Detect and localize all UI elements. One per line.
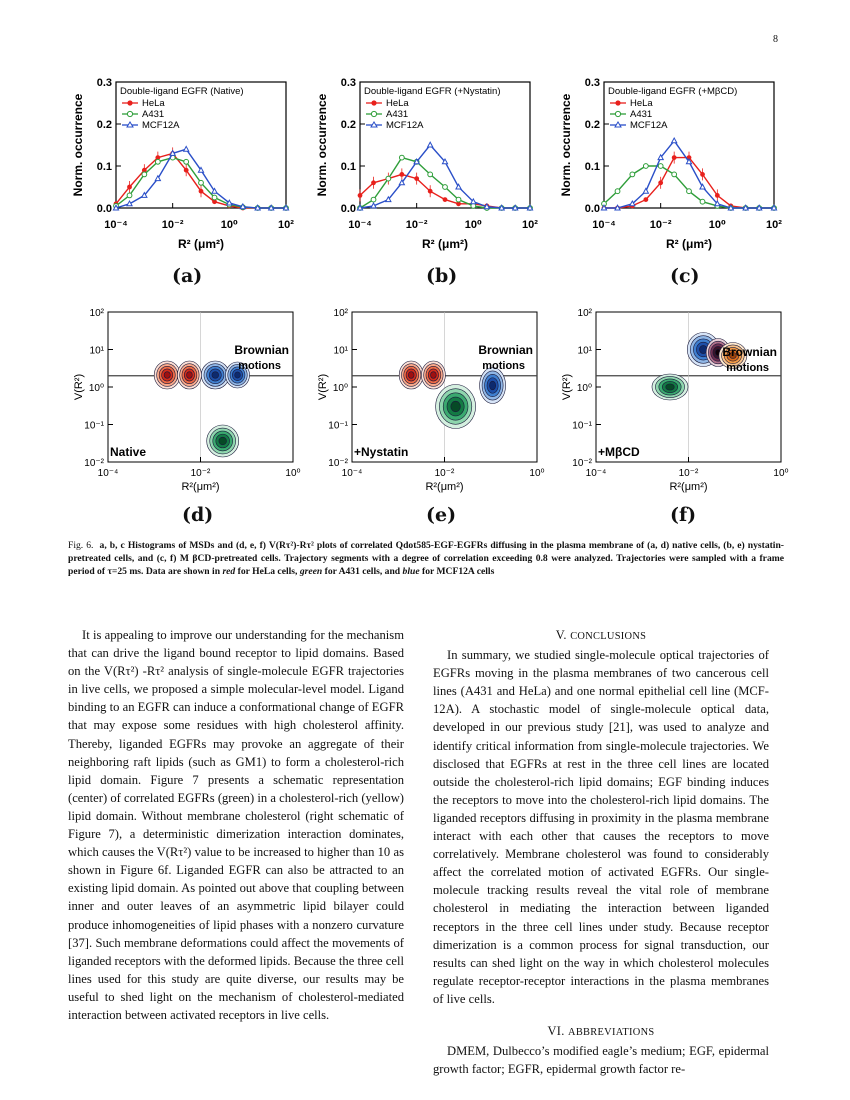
caption-end: for MCF12A cells <box>422 566 495 577</box>
contour-level <box>451 401 461 412</box>
data-point <box>371 180 376 185</box>
y-tick-label: 10¹ <box>333 345 348 357</box>
contour-level <box>666 384 675 390</box>
y-tick-label: 0.2 <box>96 119 112 131</box>
y-tick-label: 10¹ <box>577 345 592 357</box>
data-point <box>371 197 376 202</box>
x-axis-label: R² (μm²) <box>422 237 468 251</box>
legend-entry: HeLa <box>386 98 409 109</box>
legend-marker <box>615 100 620 105</box>
y-tick-label: 10⁻² <box>84 458 104 469</box>
brownian-label: Brownian <box>722 345 777 359</box>
x-tick-label: 10⁰ <box>529 468 545 479</box>
data-point <box>184 168 189 173</box>
y-tick-label: 0.1 <box>340 161 356 173</box>
data-point <box>428 172 433 177</box>
data-point <box>672 172 677 177</box>
data-point <box>199 180 204 185</box>
legend-marker <box>615 111 620 116</box>
legend-marker <box>127 100 132 105</box>
data-point <box>700 172 705 177</box>
y-axis-label: Norm. occurrence <box>71 93 85 197</box>
abbreviations-paragraph: DMEM, Dulbecco’s modified eagle’s medium; EGF, epidermal growth factor; EGFR, epidermal growth factor re- <box>433 1044 769 1077</box>
histogram-title: Double-ligand EGFR (+MβCD) <box>608 86 738 97</box>
right-column <box>433 626 769 1078</box>
y-tick-label: 0.3 <box>340 77 356 89</box>
contour-level <box>187 372 193 379</box>
brownian-label: Brownian <box>234 343 289 357</box>
data-point <box>399 155 404 160</box>
contour-level <box>212 372 219 379</box>
condition-tag: +MβCD <box>598 445 640 459</box>
y-tick-label: 10⁰ <box>576 383 592 394</box>
data-point <box>643 188 648 193</box>
x-tick-label: 10⁻⁴ <box>97 468 119 479</box>
histogram-native <box>68 72 308 260</box>
y-tick-label: 10⁻² <box>328 458 348 469</box>
left-column <box>68 626 404 1024</box>
data-point <box>658 164 663 169</box>
caption-body: a, b, c Histograms of MSDs and (d, e, f) V(Rτ²)-Rτ² plots of correlated Qdot585-EGF-EGFRs diffusing in the plasma membrane of (a, d) native cells, (b, e) nystatin-pretreated cells, and (c, f) M βCD-pretreated cells. Trajectory segments with a degree of correlation exceeding 0.8 were analyzed. Trajectories were sampled with a frame period of τ=25 ms. Data are shown in <box>68 540 785 577</box>
legend-entry: MCF12A <box>630 120 668 131</box>
data-point <box>127 193 132 198</box>
condition-tag: Native <box>110 445 147 459</box>
caption-mid-2: for A431 cells, and <box>324 566 401 577</box>
legend-entry: MCF12A <box>142 120 180 131</box>
x-tick-label: 10⁻² <box>434 468 455 479</box>
data-point <box>371 203 376 208</box>
data-point <box>715 193 720 198</box>
panel-label-d: (d) <box>182 504 214 526</box>
brownian-label: motions <box>238 360 281 372</box>
x-axis-label: R²(μm²) <box>425 481 464 493</box>
contour-level <box>489 381 495 390</box>
y-axis-label: V(R²) <box>73 373 85 401</box>
conclusions-paragraph: In summary, we studied single-molecule optical trajectories of EGFRs moving in the plasma membranes of two cancerous cell lines (A431 and HeLa) and one normal epithelial cell line (MCF-12A). A stochastic model of single-molecule optical data, developed in our previous study [21], was used to analyze and identify critical information from single-molecule trajectories. We disclosed that EGFRs at rest in the three cell lines are located outside the cholesterol-rich lipid domains; EGF binding induces the receptors to move into the cholesterol-rich lipid domains. The liganded receptors diffusing in proximity in the plasma membrane interact with each other that causes the receptors to move correlatively. Membrane cholesterol was found to considerably affect the correlated motion of activated EGFRs. Our single-molecule tracking results reveal the vital role of membrane cholesterol in mediating the interaction between liganded receptors in the three cell lines under study. Because receptor dimerization is a common process for signal transduction, our results can shed light on the way in which cholesterol molecules regulate receptor-receptor interactions in the plasma membranes of live cells. <box>433 648 769 1006</box>
data-point <box>199 189 204 194</box>
x-tick-label: 10⁻⁴ <box>592 219 616 231</box>
brownian-label: motions <box>482 360 525 372</box>
data-point <box>672 155 677 160</box>
y-axis-label: Norm. occurrence <box>559 93 573 197</box>
panel-label-b: (b) <box>426 265 458 287</box>
y-tick-label: 0.0 <box>584 203 600 215</box>
legend-marker <box>371 111 376 116</box>
section-heading-conclusions: V. CONCLUSIONS <box>555 628 647 642</box>
y-tick-label: 0.3 <box>584 77 600 89</box>
data-point <box>184 146 189 151</box>
y-tick-label: 10⁰ <box>88 383 104 394</box>
x-tick-label: 10⁻² <box>405 219 428 231</box>
data-point <box>142 172 147 177</box>
legend-entry: A431 <box>142 109 165 120</box>
y-tick-label: 0.2 <box>584 119 600 131</box>
data-point <box>687 189 692 194</box>
series-line-HeLa <box>604 158 774 208</box>
y-axis-label: Norm. occurrence <box>315 93 329 197</box>
x-tick-label: 10⁻⁴ <box>341 468 363 479</box>
x-tick-label: 10⁻⁴ <box>348 219 372 231</box>
y-tick-label: 10⁻² <box>572 458 592 469</box>
panel-label-f: (f) <box>670 504 697 526</box>
x-tick-label: 10⁰ <box>773 468 789 479</box>
y-tick-label: 10⁻¹ <box>328 420 348 432</box>
data-point <box>643 197 648 202</box>
legend-entry: A431 <box>630 109 653 120</box>
x-tick-label: 10⁻² <box>190 468 211 479</box>
x-tick-label: 10⁻² <box>649 219 672 231</box>
caption-green: green <box>299 566 323 577</box>
caption-blue: blue <box>402 566 420 577</box>
y-axis-label: V(R²) <box>561 373 573 401</box>
y-tick-label: 0.0 <box>340 203 356 215</box>
data-point <box>399 172 404 177</box>
legend-entry: HeLa <box>142 98 165 109</box>
data-point <box>456 197 461 202</box>
y-tick-label: 0.3 <box>96 77 112 89</box>
contour-nystatin <box>312 302 552 494</box>
x-tick-label: 10² <box>766 219 782 231</box>
data-point <box>155 159 160 164</box>
data-point <box>672 138 677 143</box>
y-tick-label: 0.1 <box>584 161 600 173</box>
data-point <box>358 193 363 198</box>
data-point <box>443 197 448 202</box>
page-number: 8 <box>773 34 778 45</box>
x-tick-label: 10⁰ <box>708 219 726 231</box>
contour-native <box>68 302 308 494</box>
legend-entry: HeLa <box>630 98 653 109</box>
legend-entry: A431 <box>386 109 409 120</box>
series-line-A431 <box>604 166 774 208</box>
data-point <box>428 189 433 194</box>
y-tick-label: 10¹ <box>89 345 104 357</box>
y-tick-label: 10⁰ <box>332 383 348 394</box>
y-tick-label: 0.1 <box>96 161 112 173</box>
y-tick-label: 10⁻¹ <box>572 420 592 432</box>
y-tick-label: 10² <box>333 308 348 319</box>
x-tick-label: 10⁻⁴ <box>104 219 128 231</box>
x-tick-label: 10⁻² <box>678 468 699 479</box>
histogram-title: Double-ligand EGFR (Native) <box>120 86 244 97</box>
x-tick-label: 10⁻² <box>161 219 184 231</box>
contour-level <box>431 372 437 379</box>
x-tick-label: 10⁰ <box>285 468 301 479</box>
histogram-nystatin <box>312 72 552 260</box>
y-tick-label: 0.0 <box>96 203 112 215</box>
condition-tag: +Nystatin <box>354 445 409 459</box>
panel-label-c: (c) <box>670 265 700 287</box>
contour-level <box>219 437 227 445</box>
x-axis-label: R²(μm²) <box>181 481 220 493</box>
contour-level <box>235 372 241 378</box>
data-point <box>414 176 419 181</box>
left-paragraph: It is appealing to improve our understanding for the mechanism that can drive the ligand bound receptor to lipid domains. Based on the V(Rτ²) -Rτ² analysis of single-molecule EGFR trajectories in live cells, we proposed a simple molecular-level model. Ligand binding to an EGFR can induce a conformational change of EGFR that may expose some residues with high cholesterol affinity. Thereby, liganded EGFRs may provoke an aggregate of their neighboring raft lipids (such as GM1) to form a cholesterol-rich lipid domain. Figure 7 presents a schematic representation (center) of correlated EGFRs (green) in a cholesterol-rich (yellow) lipid domain. Without membrane cholesterol (right schematic of Figure 7), a deterministic dimerization interaction dominates, which causes the V(Rτ²) value to be increased to higher than 10 as shown in Figure 6f. Liganded EGFR can also be attracted to an existing lipid domain. As pointed out above that coupling between inner and outer leaves of an asymmetric lipid bilayer could produce inhomogeneities of lipid phases with a nonzero curvature [37]. Such membrane deformations could affect the movements of liganded receptors with the deformed lipids. Because the three cell lines used for this study are quite diverse, our results may be useful to shed light on the mechanism of cholesterol-mediated interaction between activated receptors in live cells. <box>68 628 404 1022</box>
data-point <box>643 164 648 169</box>
histogram-title: Double-ligand EGFR (+Nystatin) <box>364 86 501 97</box>
data-point <box>630 172 635 177</box>
x-tick-label: 10⁰ <box>220 219 238 231</box>
figure-caption <box>68 539 784 578</box>
y-tick-label: 10² <box>89 308 104 319</box>
legend-entry: MCF12A <box>386 120 424 131</box>
brownian-label: motions <box>726 362 769 374</box>
data-point <box>615 205 620 210</box>
panel-label-a: (a) <box>172 265 203 287</box>
x-tick-label: 10² <box>278 219 294 231</box>
y-tick-label: 10² <box>577 308 592 319</box>
x-tick-label: 10⁰ <box>464 219 482 231</box>
data-point <box>658 180 663 185</box>
contour-mbcd <box>556 302 796 494</box>
x-axis-label: R² (μm²) <box>178 237 224 251</box>
caption-mid-1: for HeLa cells, <box>237 566 298 577</box>
histogram-mbcd <box>556 72 796 260</box>
x-tick-label: 10⁻⁴ <box>585 468 607 479</box>
data-point <box>471 204 476 209</box>
data-point <box>127 201 132 206</box>
y-tick-label: 0.2 <box>340 119 356 131</box>
legend-marker <box>127 111 132 116</box>
series-line-HeLa <box>360 174 530 208</box>
contour-level <box>164 372 170 379</box>
data-point <box>240 204 245 209</box>
data-point <box>212 195 217 200</box>
data-point <box>127 185 132 190</box>
y-axis-label: V(R²) <box>317 373 329 401</box>
data-point <box>443 185 448 190</box>
contour-level <box>408 372 414 379</box>
data-point <box>615 189 620 194</box>
legend-marker <box>371 100 376 105</box>
x-axis-label: R² (μm²) <box>666 237 712 251</box>
x-axis-label: R²(μm²) <box>669 481 708 493</box>
caption-red: red <box>222 566 236 577</box>
data-point <box>184 159 189 164</box>
y-tick-label: 10⁻¹ <box>84 420 104 432</box>
brownian-label: Brownian <box>478 343 533 357</box>
x-tick-label: 10² <box>522 219 538 231</box>
data-point <box>386 176 391 181</box>
section-heading-abbreviations: VI. ABBREVIATIONS <box>547 1023 655 1038</box>
data-point <box>170 151 175 156</box>
caption-prefix: Fig. 6. <box>68 540 94 551</box>
panel-label-e: (e) <box>426 504 457 526</box>
data-point <box>700 199 705 204</box>
data-point <box>428 142 433 147</box>
